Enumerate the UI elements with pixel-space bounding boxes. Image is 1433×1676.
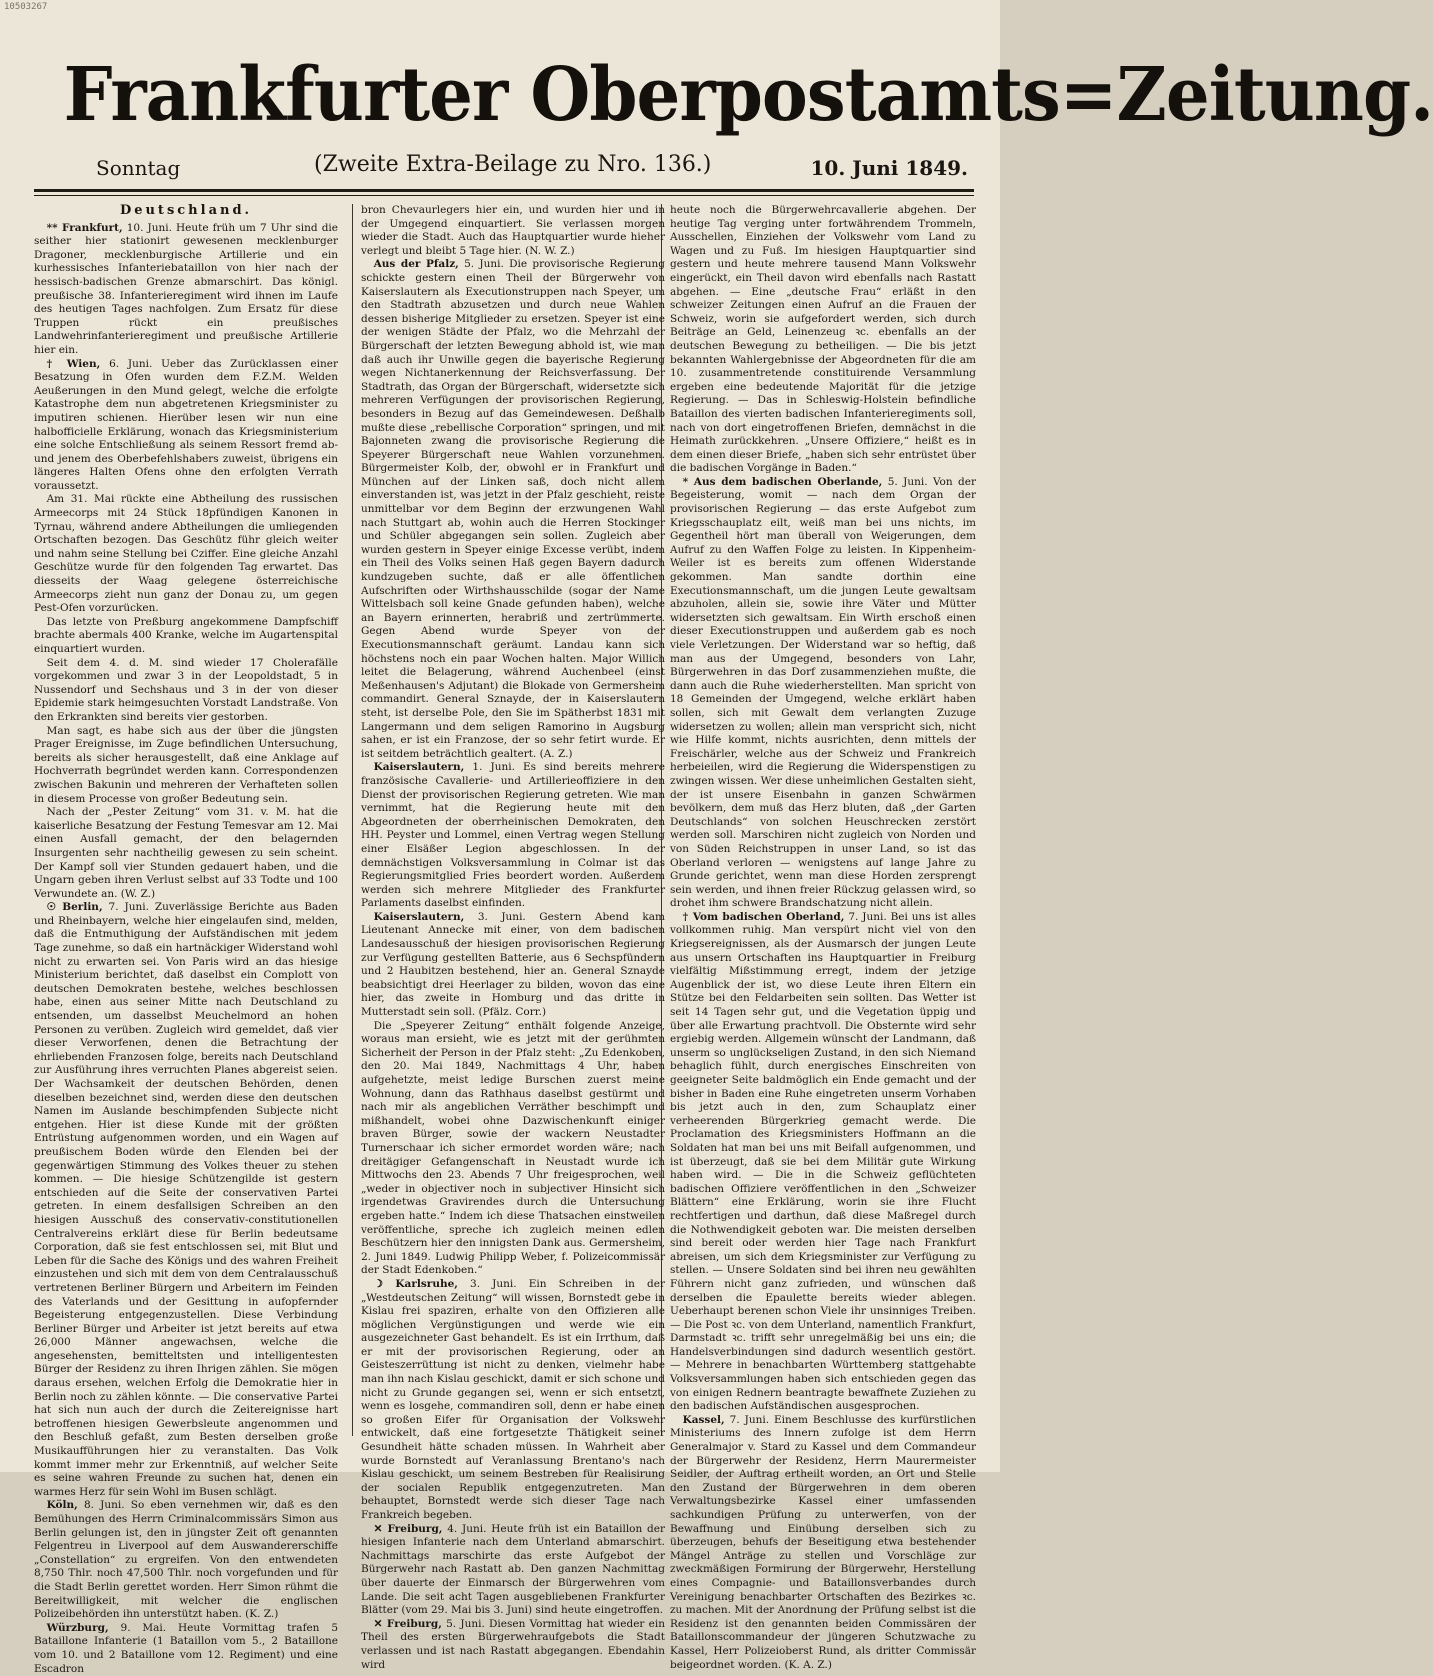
article-text: bron Chevaurlegers hier ein, und wurden hier und in der Umgegend einquartiert. Sie verlassen morgen wieder die Stadt. Auch das Hauptquartier wurde hieher verlegt und bleibt 5 Tage hier. (N. W. Z.) (361, 204, 665, 257)
article-dateline: Köln, (46, 1499, 78, 1512)
article-text: Am 31. Mai rückte eine Abtheilung des russischen Armeecorps mit 24 Stück 18pfündigen Kanonen in Tyrnau, während andere Abtheilungen die umliegenden Ortschaften bezogen. Das Geschütz führ gleich weiter und nahm seine Stellung bei Cziffer. Eine gleiche Anzahl Geschütze wurde für den folgenden Tag erwartet. Das diesseits der Waag gelegene österreichische Armeecorps zieht nun ganz der Donau zu, um gegen Pest-Ofen vorzurücken. (34, 493, 338, 615)
article-paragraph (361, 204, 665, 258)
column-2 (361, 204, 666, 1671)
article-text: Die „Speyerer Zeitung“ enthält folgende Anzeige, woraus man ersieht, wie es jetzt mit der gerühmten Sicherheit der Person in der Pfalz steht: „Zu Edenkoben, den 20. Mai 1849, Nachmittags 4 Uhr, haben aufgehetzte, meist ledige Burschen zuerst meine Wohnung, dann das Rathhaus daselbst gestürmt und nach mir als angeblichen Verräther beschimpft und mißhandelt, wobei ohne Dazwischenkunft einiger braven Bürger, sowie der wackern Neustadter Turnerschaar ich sicher ermordet worden wäre; nach dreitägiger Gefangenschaft in Neustadt wurde ich Mittwochs den 23. Abends 7 Uhr freigesprochen, weil „weder in objectiver noch in subjectiver Hinsicht sich irgendetwas Gravirendes durch die Untersuchung ergeben hatte.“ Indem ich diese Thatsachen einstweilen veröffentliche, spreche ich zugleich meinen edlen Beschützern hier den innigsten Dank aus. Germersheim, 2. Juni 1849. Ludwig Philipp Weber, f. Polizeicommissär der Stadt Edenkoben.“ (361, 1019, 665, 1277)
article-paragraph (361, 1618, 665, 1672)
article-text: 7. Juni. Zuverlässige Berichte aus Baden und Rheinbayern, welche hier eingelaufen sind, melden, daß die Entmuthigung der Aufständischen mit jedem Tage zunehme, so daß ein hartnäckiger Widerstand wohl nicht zu erwarten sei. Von Paris wird an das hiesige Ministerium berichtet, daß daselbst ein Complott von deutschen Demokraten bestehe, welches beschlossen habe, einen aus seiner Mitte nach Deutschland zu entsenden, um dasselbst Meuchelmord an hohen Personen zu verüben. Zugleich wird gemeldet, daß vier dieser Verworfenen, denen die Betrachtung der ehrliebenden Franzosen folge, bereits nach Deutschland zur Ausführung ihres verruchten Planes abgereist seien. Der Wachsamkeit der deutschen Behörden, denen dieselben bezeichnet sind, werden diese den deutschen Namen im Auslande beschimpfenden Subjecte nicht entgehen. Hier ist diese Kunde mit der größten Entrüstung aufgenommen worden, und ein Wagen auf preußischem Boden würde den Elenden bei der gegenwärtigen Stimmung des Volkes theuer zu stehen kommen. — Die hiesige Schützengilde ist gestern entschieden auf die Seite der conservativen Partei getreten. In einem desfallsigen Schreiben an den hiesigen Ausschuß des conservativ-constitutionellen Centralvereins erklärt diese für Berlin bedeutsame Corporation, daß sie fest entschlossen sei, mit Blut und Leben für die Sache des Königs und des wahren Freiheit einzustehen und sich mit dem von dem Centralausschuß vertretenen Berliner Bürgern und Arbeitern im Feinden des Vaterlands und der Gesittung in aufopfernder Begeisterung entgegenzustellen. Diese Verbindung Berliner Bürger und Arbeiter ist jetzt bereits auf etwa 26,000 Männer angewachsen, welche die angesehensten, bemitteltsten und intelligentesten Bürger der Residenz zu ihren Ihrigen zählen. Sie mögen daraus ersehen, welchen Erfolg die Demokratie hier in Berlin noch zu zählen könnte. — Die conservative Partei hat sich nun auch der durch die Zeitereignisse hart betroffenen hiesigen Gewerbsleute angenommen und den Beschluß gefaßt, zum Besten derselben große Musikaufführungen hier zu veranstalten. Das Volk kommt immer mehr zur Erkenntniß, auf welcher Seite es seine wahren Freunde zu suchen hat, denen ein warmes Herz für sein Wohl im Busen schlägt. (34, 901, 338, 1498)
article-paragraph (34, 1622, 338, 1676)
issue-date: 10. Juni 1849. (810, 156, 968, 180)
section-heading: Deutschland. (119, 203, 253, 218)
article-paragraph (670, 911, 976, 1414)
article-text: 7. Juni. Bei uns ist alles vollkommen ruhig. Man verspürt nicht viel von den Kriegsereignissen, als der Ausmarsch der jungen Leute aus unsern Ortschaften ins Hauptquartier in Freiburg vielfältig Mißstimmung erregt, indem der jetzige Augenblick der ist, wo diese Leute ihren Eltern ein Stütze bei den Feldarbeiten sein sollten. Das Wetter ist seit 14 Tagen sehr gut, und die Vegetation üppig und über alle Erwartung prachtvoll. Die Obsternte wird sehr ergiebig werden. Allgemein wünscht der Landmann, daß unserm so unglückseligen Zustand, in den sich Niemand behaglich fühlt, durch energisches Einschreiten von geeigneter Seite baldmöglich ein Ende gemacht und der bisher in Baden eine Ruhe eingetreten unserm Vorhaben bis jetzt auch in den, zum Schauplatz einer verheerenden Bürgerkrieg gemacht werde. Die Proclamation des Kriegsministers Hoffmann an die Soldaten hat man bei uns mit Beifall aufgenommen, und ist überzeugt, daß sie bei dem Militär gute Wirkung haben wird. — Die in die Schweiz geflüchteten badischen Offiziere veröffentlichen in den „Schweizer Blättern“ eine Erklärung, worin sie ihre Flucht rechtfertigen und darthun, daß diese Maßregel durch die Nothwendigkeit geboten war. Die meisten derselben sind bereit oder werden hier Tage nach Frankfurt abreisen, um sich dem Kriegsminister zur Verfügung zu stellen. — Unsere Soldaten sind bei ihren neu gewählten Führern nicht ganz zufrieden, und wünschen daß derselben die Epaulette bereits wieder ablegen. Ueberhaupt berenen schon Viele ihr unsinniges Treiben. — Die Post ꝛc. von dem Unterland, namentlich Frankfurt, Darmstadt ꝛc. trifft sehr unregelmäßig bei uns ein; die Handelsverbindungen sind dadurch wesentlich gestört. — Mehrere in benachbarten Württemberg stattgehabte Volksversammlungen haben sich entschieden gegen das von einigen Rednern beantragte bewaffnete Zuziehen zu den badischen Aufständischen ausgesprochen. (670, 910, 977, 1413)
article-text: 10. Juni. Heute früh um 7 Uhr sind die seither hier stationirt gewesenen mecklenburger Dragoner, mecklenburgische Artillerie und ein kurhessisches Infanteriebataillon von hier nach der hessisch-badischen Grenze abmarschirt. Das königl. preußische 38. Infanterieregiment wird ihnen im Laufe des heutigen Tages nachfolgen. Zum Ersatz für diese Truppen rückt ein preußisches Landwehrinfanterieregiment und preußische Artillerie hier ein. (34, 221, 338, 356)
article-dateline: ** Frankfurt, (46, 221, 123, 234)
article-paragraph (34, 616, 338, 657)
article-text: Man sagt, es habe sich aus der über die jüngsten Prager Ereignisse, im Zuge befindlichen Untersuchung, bereits als sicher herausgestellt, daß eine Anklage auf Hochverrath begründet werden kann. Correspondenzen zwischen Bakunin und mehreren der Verhafteten sollen in diesem Processe von großer Bedeutung sein. (34, 724, 338, 805)
article-paragraph (361, 1020, 665, 1278)
masthead-rule-thin (34, 195, 974, 196)
article-text: 8. Juni. So eben vernehmen wir, daß es den Bemühungen des Herrn Criminalcommissärs Simon aus Berlin gelungen ist, den in jüngster Zeit oft genannten Felgentreu in Liverpool auf dem Auswandererschiffe „Constellation“ zu ergreifen. Von den entwendeten 8,750 Thlr. noch 47,500 Thlr. noch vorgefunden und für die Stadt Berlin gerettet worden. Herr Simon rühmt die Bereitwilligkeit, mit welcher die englischen Polizeibehörden ihn unterstützt haben. (K. Z.) (34, 1499, 338, 1621)
article-dateline: ✕ Freiburg, (373, 1522, 443, 1535)
article-dateline: † Vom badischen Oberland, (682, 910, 845, 923)
column-divider (352, 204, 353, 1436)
article-text: 6. Juni. Ueber das Zurücklassen einer Besatzung in Ofen wurden dem F.Z.M. Welden Aeußerungen in den Mund gelegt, welche die erfolgte Katastrophe dem nun abgetretenen Kriegsminister zu imputiren schienen. Hierüber lesen wir nun eine halbofficielle Erklärung, wonach das Kriegsministerium eine solche Entschließung als seinem Ressort fremd ab- und jenem des Oberbefehlshabers zuweist, übrigens ein längeres Halten Ofens ohne den erfolgten Verrath voraussetzt. (34, 357, 338, 492)
issue-edition: (Zweite Extra-Beilage zu Nro. 136.) (314, 152, 712, 177)
article-paragraph (34, 358, 338, 494)
article-paragraph (34, 493, 338, 615)
article-paragraph (34, 1499, 338, 1621)
scan-id: 10503267 (4, 2, 48, 12)
article-paragraph (361, 258, 665, 761)
column-3-articles (670, 204, 976, 1672)
article-paragraph (670, 1414, 976, 1672)
article-text: 5. Juni. Die provisorische Regierung schickte gestern einen Theil der Bürgerwehr von Kaiserslautern als Executionstruppen nach Speyer, um den Stadtrath abzusetzen und durch neue Wahlen dessen bisherige Mitglieder zu ersetzen. Speyer ist eine der wenigen Städte der Pfalz, wo die Mehrzahl der Bürgerschaft der letzten Bewegung abhold ist, wie man daß auch ihr Unwille gegen die bayerische Regierung wegen Nichtanerkennung der Reichsverfassung. Der Stadtrath, das Organ der Bürgerschaft, widersetzte sich mehreren Verfügungen der provisorischen Regierung, besonders in Bezug auf das Gemeindewesen. Deßhalb mußte diese „rebellische Corporation“ springen, und mit Bajonneten zwang die provisorische Regierung die Speyerer Bürgerschaft neue Wahlen vorzunehmen. Bürgermeister Kolb, der, obwohl er in Frankfurt und München auf der Linken saß, doch nicht allem einverstanden ist, was jetzt in der Pfalz geschieht, reiste unmittelbar vor dem Beginn der erzwungenen Wahl nach Stuttgart ab, wohin auch die Herren Stockinger und Schüler abgegangen sein sollen. Zugleich aber wurden gestern in Speyer einige Excesse verübt, indem ein Theil des Volks seinen Haß gegen Bayern dadurch kundzugeben suchte, daß er alle öffentlichen Aufschriften oder Wirthshausschilde (sogar der Name Wittelsbach soll keine Gnade gefunden haben), welche an Bayern erinnerten, herabriß und zertrümmerte. Gegen Abend wurde Speyer von der Executionsmannschaft geräumt. Landau kann sich höchstens noch ein paar Wochen halten. Major Willich leitet die Belagerung, während Auchenbeel (einst Meßenhausen's Adjutant) die Blokade von Germersheim commandirt. General Sznayde, der in Kaiserslautern steht, ist derselbe Pole, den Sie im Spätherbst 1831 mit Langermann und dem seligen Ramorino in Augsburg sahen, er ist ein Franzose, der so sehr fetirt wurde. Er ist seitdem beträchtlich gealtert. (A. Z.) (361, 258, 666, 760)
article-paragraph (361, 911, 665, 1020)
article-dateline: † Wien, (46, 357, 101, 370)
article-text: 1. Juni. Es sind bereits mehrere französische Cavallerie- und Artillerieoffiziere in den Dienst der provisorischen Regierung getreten. Wie man vernimmt, hat die Regierung heute mit den Abgeordneten der oberrheinischen Demokraten, den HH. Peyster und Lommel, einen Vertrag wegen Stellung einer Elsäßer Legion abgeschlossen. In der demnächstigen Volksversammlung in Colmar ist das Regierungsmitglied Fries beordert worden. Außerdem werden sich mehrere Mitglieder des Frankfurter Parlaments daselbst einfinden. (361, 761, 665, 910)
article-paragraph (34, 806, 338, 901)
masthead-title: Frankfurter Oberpostamts=Zeitung. (63, 52, 1433, 138)
issue-day: Sonntag (96, 156, 181, 180)
article-dateline: ☽ Karlsruhe, (373, 1277, 458, 1290)
article-dateline: Würzburg, (46, 1621, 109, 1634)
article-text: 5. Juni. Diesen Vormittag hat wieder ein Theil des ersten Bürgerwehraufgebots die Stadt verlassen und ist nach Rastatt abgegangen. Ebendahin wird (361, 1617, 665, 1671)
article-paragraph (670, 204, 976, 476)
column-1-articles (34, 222, 338, 1676)
column-3 (670, 204, 977, 1671)
article-paragraph (34, 725, 338, 807)
article-text: 3. Juni. Ein Schreiben in der „Westdeutschen Zeitung“ will wissen, Bornstedt gebe in Kislau frei spaziren, erhalte von den Offizieren alle möglichen Vergünstigungen und werde wie ein ausgezeichneter Gast behandelt. Es ist ein Irrthum, daß er mit der provisorischen Regierung, oder an Geisteszerrüttung ist nicht zu denken, vielmehr habe man ihn nach Kislau geschickt, damit er sich schone und nicht zu Grunde gegangen sei, wenn er sich entsetzt, wenn es losgehe, commandiren soll, denn er habe einen so großen Eifer für Organisation der Volkswehr entwickelt, daß eine fortgesetzte Thätigkeit seiner Gesundheit hätte schaden müssen. In Wahrheit aber wurde Bornstedt auf Veranlassung Brentano's nach Kislau geschickt, um seinem Bestreben für Realisirung der socialen Republik entgegenzutreten. Man behauptet, Bornstedt werde sich dieser Tage nach Frankreich begeben. (361, 1277, 665, 1521)
article-paragraph (670, 476, 976, 911)
article-text: 5. Juni. Von der Begeisterung, womit — nach dem Organ der provisorischen Regierung — das erste Aufgebot zum Kriegsschauplatz eilt, weiß man bei uns nichts, im Gegentheil hört man überall von Weigerungen, dem Aufruf zu den Waffen Folge zu leisten. In Kippenheim-Weiler ist es bereits zum offenen Widerstande gekommen. Man sandte dorthin eine Executionsmannschaft, um die jungen Leute gewaltsam abzuholen, allein sie, sowie ihre Väter und Mütter widersetzten sich gewaltsam. Ein Wirth erschoß einen dieser Executionstruppen und außerdem gab es noch viele Verletzungen. Der Widerstand war so heftig, daß man aus der Umgegend, besonders von Lahr, Bürgerwehren in das Dorf zusammenziehen mußte, die dann auch die Ruhe wiederherstellten. Man spricht von 18 Gemeinden der Umgegend, welche erklärt haben sollen, sich mit Gewalt dem verlangten Zuzuge widersetzen zu wollen; allein man verspricht sich, nicht wie Hilfe kommt, nichts ausrichten, denn mittels der Freischärler, welche aus der Schweiz und Frankreich herbeieilen, wird die Regierung die Widerspenstigen zu zwingen wissen. Wer diese unheimlichen Gestalten sieht, der ist unsere Eisenbahn in ganzen Schwärmen bevölkern, dem muß das Herz bluten, daß „der Garten Deutschlands“ von solchen Heuschrecken zerstört werden soll. Marschiren nicht zugleich von Norden und von Süden Reichstruppen in unser Land, so ist das Oberland verloren — wenigstens auf lange Jahre zu Grunde gerichtet, wenn man diese Horden zersprengt sein werden, und ihnen freier Rückzug gelassen wird, so drohet ihm schwere Brandschatzung nicht allein. (670, 475, 976, 910)
article-text: 7. Juni. Einem Beschlusse des kurfürstlichen Ministeriums des Innern zufolge ist dem Herrn Generalmajor v. Stard zu Kassel und dem Commandeur der Bürgerwehr der Residenz, Herrn Maurermeister Seidler, der Auftrag ertheilt worden, an Ort und Stelle den Zustand der Bürgerwehren in dem oberen Verwaltungsbezirke Kassel einer umfassenden sachkundigen Prüfung zu unterwerfen, von der Bewaffnung und Einübung derselben sich zu überzeugen, behufs der Beseitigung etwa bestehender Mängel Anträge zu stellen und Vorschläge zur zweckmäßigen Formirung der Bürgerwehr, Herstellung eines Compagnie- und Bataillonsverbandes durch Vereinigung benachbarter Ortschaften des Bezirkes ꝛc. zu machen. Mit der Anordnung der Prüfung selbst ist die Residenz ist den genannten beiden Commissären der Bataillonscommandeur der jüngeren Schutzwache zu Kassel, Herr Polizeioberst Rund, als dritter Commissär beigeordnet worden. (K. A. Z.) (670, 1413, 976, 1671)
masthead-rule-thick (34, 189, 974, 192)
column-1 (34, 203, 339, 1675)
article-paragraph (34, 901, 338, 1499)
article-dateline: * Aus dem badischen Oberlande, (682, 475, 883, 488)
article-text: heute noch die Bürgerwehrcavallerie abgehen. Der heutige Tag verging unter fortwährendem Trommeln, Ausschellen, Einziehen der Volkswehr vom Land zu Wagen und zu Fuß. Im hiesigen Hauptquartier sind gestern und heute mehrere tausend Mann Volkswehr eingerückt, ein Theil davon wird ebenfalls nach Rastatt abgehen. — Eine „deutsche Frau“ erläßt in den schweizer Zeitungen einen Aufruf an die Frauen der Schweiz, worin sie aufgefordert werden, sich durch Beiträge an Geld, Leinenzeug ꝛc. ebenfalls an der deutschen Bewegung zu betheiligen. — Die bis jetzt bekannten Wahlergebnisse der Abgeordneten für die am 10. zusammentretende constituirende Versammlung ergeben eine bedeutende Majorität für die jetzige Regierung. — Das in Schleswig-Holstein befindliche Bataillon des vierten badischen Infanterieregiments soll, nach von dort eingetroffenen Briefen, demnächst in die Heimath zurückkehren. „Unsere Offiziere,“ heißt es in dem einen dieser Briefe, „haben sich sehr entrüstet über die badischen Vorgänge in Baden.“ (670, 204, 976, 475)
article-text: 4. Juni. Heute früh ist ein Bataillon der hiesigen Infanterie nach dem Unterland abmarschirt. Nachmittags marschirte das erste Aufgebot der Bürgerwehr nach Rastatt ab. Den ganzen Nachmittag über dauerte der Einmarsch der Bürgerwehren vom Lande. Die seit acht Tagen ausgebliebenen Frankfurter Blätter (vom 29. Mai bis 3. Juni) sind heute eingetroffen. (361, 1522, 665, 1617)
article-dateline: ✕ Freiburg, (373, 1617, 442, 1630)
masthead-subline (96, 152, 968, 188)
article-paragraph (34, 222, 338, 358)
column-2-articles (361, 204, 665, 1672)
article-dateline: Aus der Pfalz, (373, 258, 459, 271)
article-paragraph (361, 1523, 665, 1618)
article-dateline: Kaiserslautern, (373, 761, 465, 774)
article-text: Das letzte von Preßburg angekommene Dampfschiff brachte abermals 400 Kranke, welche im Augartenspital einquartiert wurden. (34, 615, 338, 655)
article-paragraph (361, 1278, 665, 1523)
article-text: 9. Mai. Heute Vormittag trafen 5 Bataillone Infanterie (1 Bataillon vom 5., 2 Bataillone vom 10. und 2 Bataillone vom 12. Regiment) und eine Escadron (34, 1621, 339, 1675)
article-paragraph (361, 761, 665, 911)
article-dateline: Kaiserslautern, (373, 910, 465, 923)
article-dateline: Kassel, (682, 1413, 725, 1426)
article-text: Seit dem 4. d. M. sind wieder 17 Cholerafälle vorgekommen und zwar 3 in der Leopoldstadt, 5 in Nussendorf und Sechshaus und 3 in der von dieser Epidemie stark heimgesuchten Vorstadt Landstraße. Von den Erkrankten sind bereits vier gestorben. (34, 656, 339, 723)
article-paragraph (34, 657, 338, 725)
article-text: 3. Juni. Gestern Abend kam Lieutenant Annecke mit einer, von dem badischen Landesausschuß der hiesigen provisorischen Regierung zur Verfügung gestellten Batterie, aus 6 Sechspfündern und 2 Haubitzen bestehend, hier an. General Sznayde beabsichtigt drei Heerlager zu bilden, wovon das eine hier, das zweite in Homburg und das dritte in Mutterstadt sein soll. (Pfälz. Corr.) (361, 910, 666, 1019)
article-text: Nach der „Pester Zeitung“ vom 31. v. M. hat die kaiserliche Besatzung der Festung Temesvar am 12. Mai einen Ausfall gemacht, der den belagernden Insurgenten sehr nachtheilig gewesen zu sein scheint. Der Kampf soll vier Stunden gedauert haben, und die Ungarn geben ihren Verlust selbst auf 33 Todte und 100 Verwundete an. (W. Z.) (34, 806, 338, 900)
article-dateline: ☉ Berlin, (46, 901, 103, 914)
